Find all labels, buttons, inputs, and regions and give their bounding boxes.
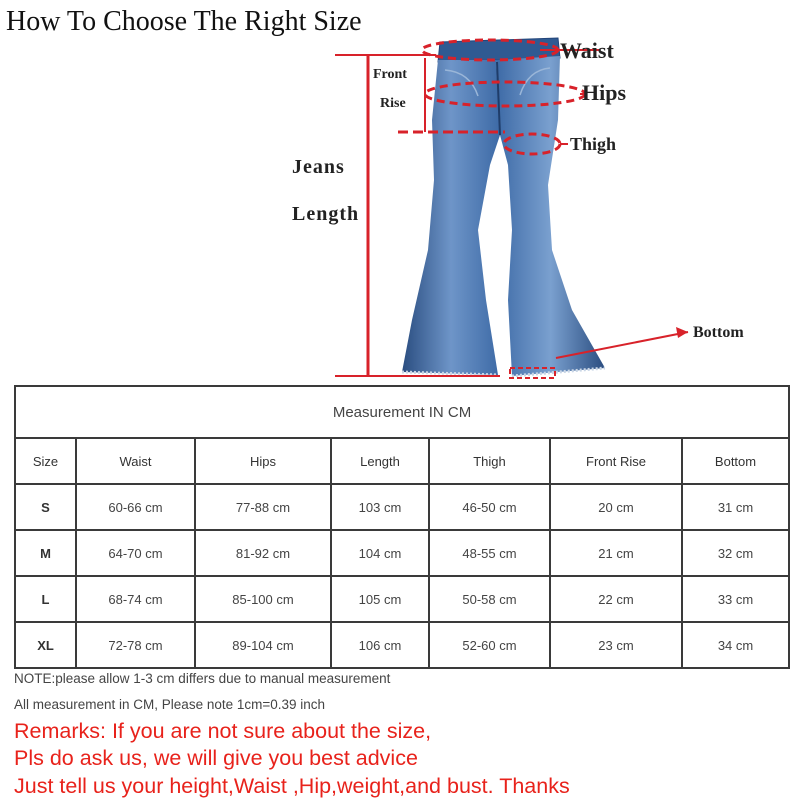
thigh-cell: 48-55 cm xyxy=(429,530,550,576)
hips-cell: 77-88 cm xyxy=(195,484,331,530)
front-rise-cell: 22 cm xyxy=(550,576,682,622)
conversion-note: All measurement in CM, Please note 1cm=0.39 inch xyxy=(14,697,326,712)
bottom-cell: 31 cm xyxy=(682,484,789,530)
length-cell: 104 cm xyxy=(331,530,429,576)
front-rise-cell: 20 cm xyxy=(550,484,682,530)
front-label: Front xyxy=(373,67,407,82)
front-rise-cell: 23 cm xyxy=(550,622,682,668)
bottom-cell: 33 cm xyxy=(682,576,789,622)
header-waist: Waist xyxy=(76,438,195,484)
waist-label: Waist xyxy=(560,38,614,63)
length-cell: 105 cm xyxy=(331,576,429,622)
table-header-row xyxy=(15,438,789,484)
waist-cell: 68-74 cm xyxy=(76,576,195,622)
table-caption: Measurement IN CM xyxy=(15,386,789,438)
hips-cell: 85-100 cm xyxy=(195,576,331,622)
size-cell: S xyxy=(15,484,76,530)
size-cell: M xyxy=(15,530,76,576)
waist-cell: 60-66 cm xyxy=(76,484,195,530)
remark-line-3: Just tell us your height,Waist ,Hip,weight,and bust. Thanks xyxy=(14,774,570,798)
remark-line-2: Pls do ask us, we will give you best advice xyxy=(14,746,418,770)
header-front-rise: Front Rise xyxy=(550,438,682,484)
table-row xyxy=(15,576,789,622)
bottom-cell: 34 cm xyxy=(682,622,789,668)
note-text: NOTE:please allow 1-3 cm differs due to manual measurement xyxy=(14,671,391,686)
rise-label: Rise xyxy=(380,96,406,111)
thigh-cell: 50-58 cm xyxy=(429,576,550,622)
header-size: Size xyxy=(15,438,76,484)
jeans-measurement-diagram xyxy=(0,0,800,385)
header-hips: Hips xyxy=(195,438,331,484)
length-cell: 103 cm xyxy=(331,484,429,530)
hips-cell: 89-104 cm xyxy=(195,622,331,668)
thigh-cell: 46-50 cm xyxy=(429,484,550,530)
jeans-label: Jeans xyxy=(292,156,345,178)
page-title: How To Choose The Right Size xyxy=(6,6,362,37)
size-cell: L xyxy=(15,576,76,622)
thigh-label: Thigh xyxy=(570,134,617,154)
bottom-cell: 32 cm xyxy=(682,530,789,576)
hips-label: Hips xyxy=(582,80,627,105)
size-chart-table xyxy=(14,385,790,669)
header-thigh: Thigh xyxy=(429,438,550,484)
size-cell: XL xyxy=(15,622,76,668)
header-bottom: Bottom xyxy=(682,438,789,484)
table-row xyxy=(15,484,789,530)
front-rise-cell: 21 cm xyxy=(550,530,682,576)
waist-cell: 72-78 cm xyxy=(76,622,195,668)
length-cell: 106 cm xyxy=(331,622,429,668)
hips-cell: 81-92 cm xyxy=(195,530,331,576)
length-label: Length xyxy=(292,203,360,225)
table-row xyxy=(15,530,789,576)
remark-line-1: Remarks: If you are not sure about the size, xyxy=(14,719,432,743)
header-length: Length xyxy=(331,438,429,484)
waist-cell: 64-70 cm xyxy=(76,530,195,576)
bottom-label: Bottom xyxy=(693,324,744,341)
thigh-cell: 52-60 cm xyxy=(429,622,550,668)
table-row xyxy=(15,622,789,668)
